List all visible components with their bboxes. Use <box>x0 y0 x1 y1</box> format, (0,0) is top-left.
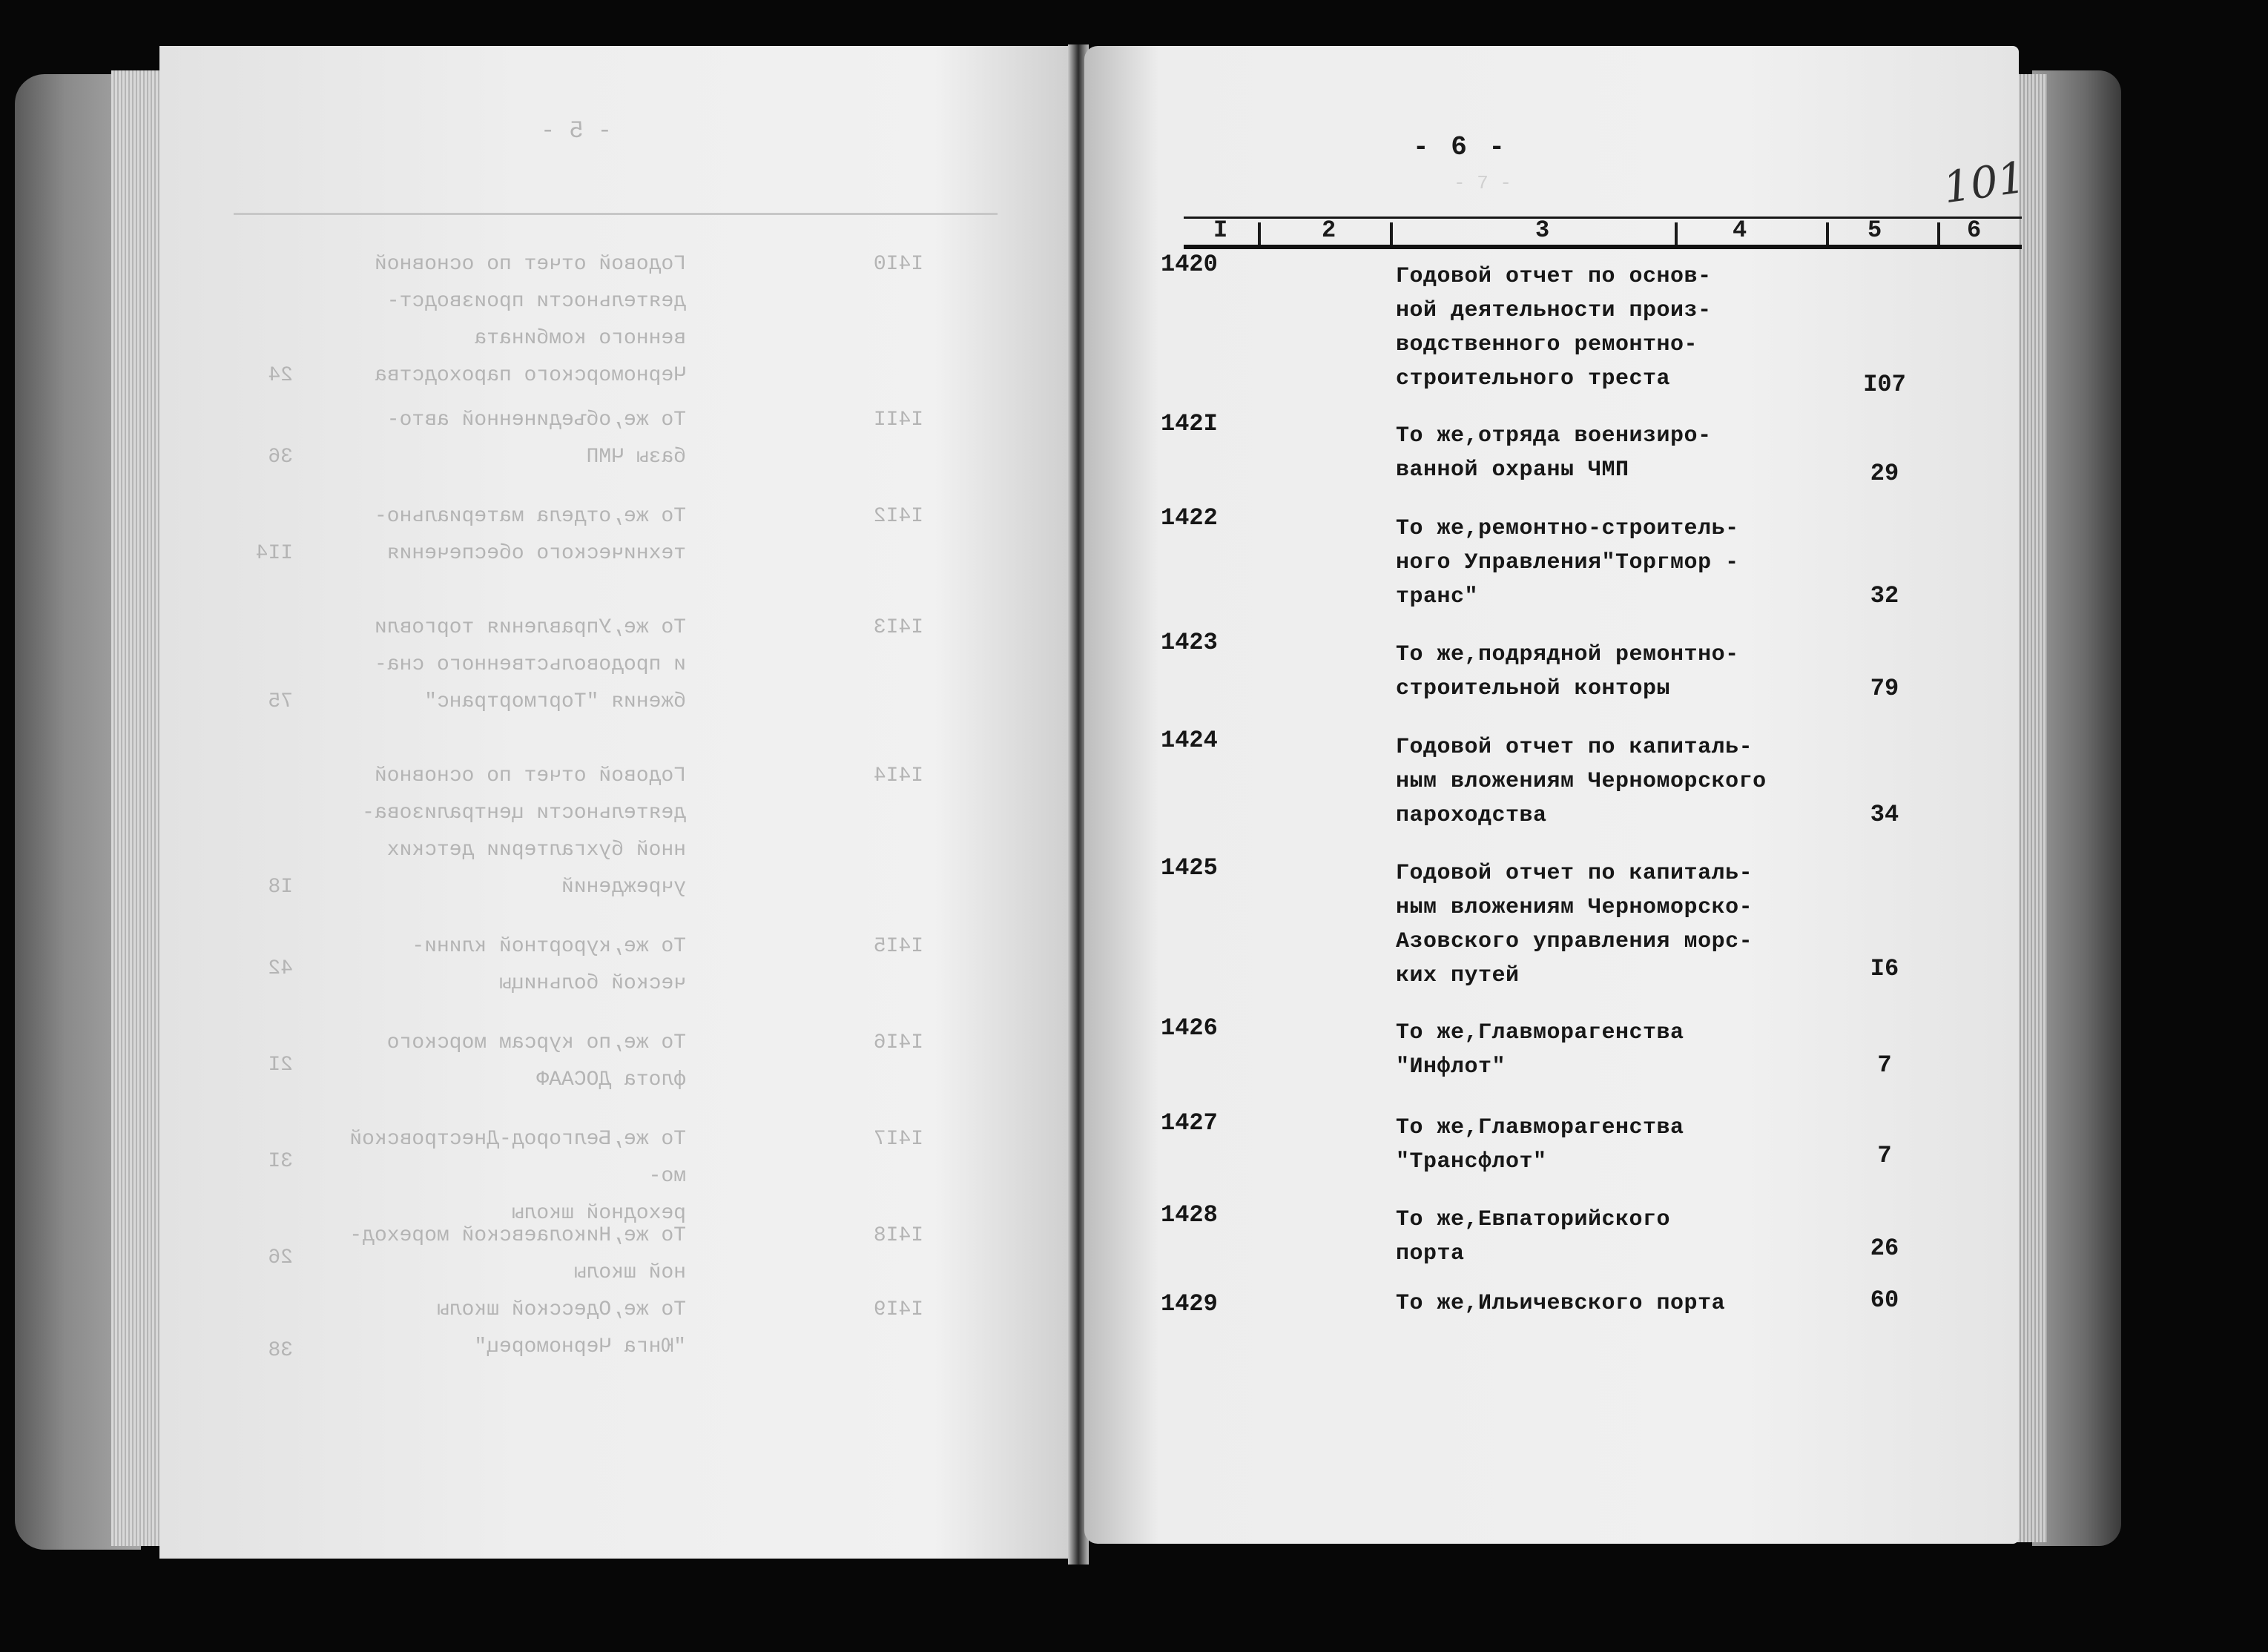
entry-sheet-count: I6 <box>1870 955 1899 982</box>
entry-description: То же,ремонтно-строитель- ного Управления"Торгмор - транс" <box>1396 516 1739 609</box>
ghost-num: I4I9 <box>873 1298 923 1321</box>
ghost-num: I4I8 <box>873 1224 923 1247</box>
entry-description: То же,Главморагенства "Трансфлот" <box>1396 1115 1684 1174</box>
entry-sheet-count: 60 <box>1870 1286 1899 1314</box>
ghost-num: I4I5 <box>873 935 923 958</box>
entry-description: То же,Ильичевского порта <box>1396 1291 1726 1316</box>
page-stack-left <box>111 70 163 1546</box>
ghost-num: I4I0 <box>873 253 923 276</box>
ghost-desc: То же,курортной клини- ческой больницы <box>412 935 686 995</box>
ghost-sheets: 26 <box>268 1246 293 1269</box>
column-separator <box>1390 222 1393 245</box>
entry-sheet-count: I07 <box>1863 371 1906 398</box>
left-page-bleed-through <box>159 46 1072 1559</box>
entry-number: 1420 <box>1161 251 1218 278</box>
column-header-3: 3 <box>1535 217 1550 244</box>
entry-sheet-count: 26 <box>1870 1235 1899 1262</box>
column-header-4: 4 <box>1733 217 1747 244</box>
entry-number: 1425 <box>1161 854 1218 882</box>
ghost-sheets: 3I <box>268 1150 293 1173</box>
column-separator <box>1937 222 1940 245</box>
ghost-sheets: 2I <box>268 1054 293 1077</box>
entry-description: Годовой отчет по капиталь- ным вложениям Черноморского пароходства <box>1396 735 1767 828</box>
table-header-bottom-rule <box>1184 245 2022 249</box>
ghost-desc: То же,по курсам морского флота ДОСААФ <box>386 1031 686 1091</box>
bleed-through-text: - 7 - <box>1454 172 1512 194</box>
ghost-desc: То же,Управления торговли и продовольственного сна- бжения "Торгмортранс" <box>374 616 686 713</box>
ghost-desc: То же,Николаевской мореход- ной школы <box>349 1224 686 1284</box>
table-header-top-rule <box>1184 217 2022 219</box>
ghost-desc: Годовой отчет по основной деятельности централизова- нной бухгалтерии детских учреждений <box>362 764 686 899</box>
ghost-desc: То же,Одесской школы "Юнга Черноморец" <box>436 1298 686 1358</box>
column-separator <box>1258 222 1261 245</box>
ghost-sheets: II4 <box>255 542 293 565</box>
ghost-desc: То же,отдела материально- технического обеспечения <box>374 505 686 565</box>
column-separator <box>1826 222 1829 245</box>
entry-description: То же,Евпаторийского порта <box>1396 1207 1671 1266</box>
column-header-2: 2 <box>1322 217 1336 244</box>
ghost-desc: То же,объединенной авто- базы ЧМП <box>386 409 686 469</box>
left-page-number: - 5 - <box>540 117 612 145</box>
entry-sheet-count: 32 <box>1870 582 1899 609</box>
column-separator <box>1675 222 1678 245</box>
entry-description: Годовой отчет по основ- ной деятельности произ- водственного ремонтно- строительного треста <box>1396 264 1712 391</box>
page-number: - 6 - <box>1413 132 1509 162</box>
ghost-sheets: I8 <box>268 876 293 899</box>
entry-sheet-count: 29 <box>1870 460 1899 487</box>
entry-sheet-count: 79 <box>1870 675 1899 702</box>
ghost-num: I4II <box>873 409 923 432</box>
entry-description: Годовой отчет по капиталь- ным вложениям Черноморско- Азовского управления морс- ких путей <box>1396 861 1753 988</box>
ghost-num: I4I7 <box>873 1128 923 1151</box>
entry-number: 1424 <box>1161 727 1218 754</box>
ghost-sheets: 24 <box>268 364 293 387</box>
ghost-desc: То же,Белгород-Днестровской мо- реходной школы <box>349 1128 686 1225</box>
ghost-num: I4I4 <box>873 764 923 787</box>
left-page <box>159 46 1072 1559</box>
ghost-num: I4I3 <box>873 616 923 639</box>
left-header-rule <box>234 213 998 215</box>
entry-number: 1426 <box>1161 1014 1218 1042</box>
ghost-sheets: 42 <box>268 957 293 980</box>
ghost-num: I4I6 <box>873 1031 923 1054</box>
column-header-5: 5 <box>1868 217 1882 244</box>
column-header-6: 6 <box>1967 217 1982 244</box>
entry-number: 1427 <box>1161 1109 1218 1137</box>
ghost-num: I4I2 <box>873 505 923 528</box>
ghost-sheets: 75 <box>268 690 293 713</box>
entry-number: 1428 <box>1161 1201 1218 1229</box>
archive-sheet-mark: 101 <box>1939 151 2028 214</box>
entry-description: То же,Главморагенства "Инфлот" <box>1396 1020 1684 1080</box>
entry-number: 142I <box>1161 410 1218 437</box>
entry-number: 1429 <box>1161 1290 1218 1318</box>
entry-sheet-count: 7 <box>1877 1051 1892 1079</box>
column-header-1: I <box>1213 217 1228 244</box>
entry-sheet-count: 34 <box>1870 801 1899 828</box>
ghost-sheets: 38 <box>268 1339 293 1362</box>
entry-number: 1422 <box>1161 504 1218 532</box>
ghost-desc: Годовой отчет по основной деятельности производст- венного комбината Черноморского пароходства <box>374 253 686 387</box>
entry-sheet-count: 7 <box>1877 1142 1892 1169</box>
entry-description: То же,отряда военизиро- ванной охраны ЧМП <box>1396 423 1712 483</box>
entry-description: То же,подрядной ремонтно- строительной конторы <box>1396 642 1739 701</box>
entry-number: 1423 <box>1161 629 1218 656</box>
ghost-sheets: 36 <box>268 446 293 469</box>
